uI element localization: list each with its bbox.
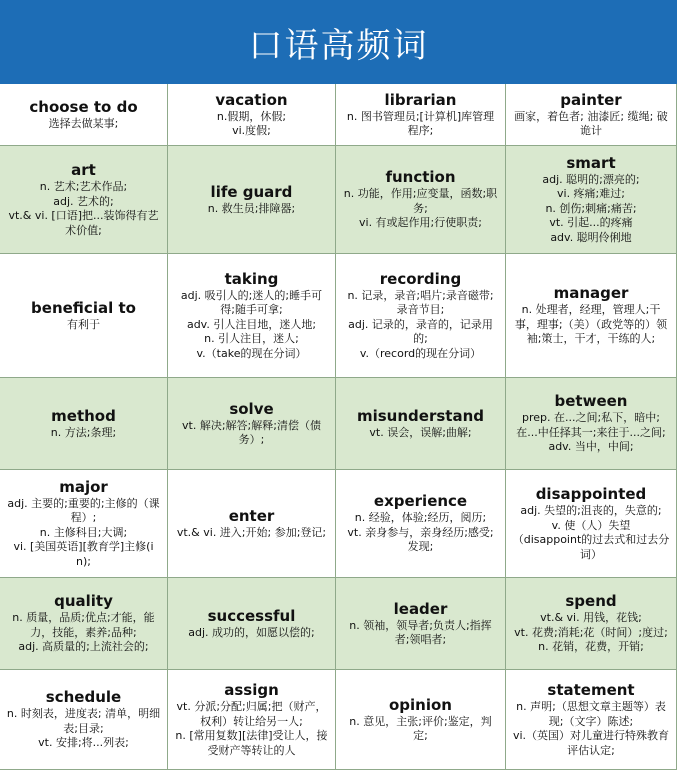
vocab-word: manager (553, 284, 629, 303)
vocab-definition: vt. 解决;解答;解释;清偿（债务）; (182, 418, 321, 446)
vocab-cell (506, 470, 677, 578)
vocab-definition: n. 功能，作用;应变量，函数;职务; vi. 有或起作用;行使职责; (343, 187, 498, 230)
vocab-word: vacation (215, 90, 288, 109)
vocab-cell (506, 378, 677, 470)
vocab-cell (168, 670, 336, 770)
vocab-definition: n. 领袖，领导者;负责人;指挥者;领唱者; (349, 618, 492, 646)
vocab-cell (168, 378, 336, 470)
vocab-definition: n. 方法;条理; (50, 425, 117, 439)
vocab-definition: vt.& vi. 进入;开始; 参加;登记; (176, 525, 327, 539)
vocab-word: schedule (45, 688, 122, 707)
vocab-word: life guard (210, 182, 293, 201)
vocab-definition: adj. 主要的;重要的;主修的（课程）; n. 主修科目;大调; vi. [美国英语][教育学]主修(in); (7, 496, 160, 568)
vocab-word: experience (373, 492, 468, 511)
vocab-cell (506, 254, 677, 378)
vocab-word: librarian (384, 90, 457, 109)
vocab-cell (0, 670, 168, 770)
vocab-cell (506, 84, 677, 146)
vocab-definition: n. 声明;（思想文章主题等）表现;（文字）陈述; vi.（英国）对儿童进行特殊教育评估认定; (512, 700, 670, 757)
vocab-cell (336, 578, 506, 670)
vocab-definition: adj. 吸引人的;迷人的;睡手可得;随手可拿; adv. 引人注目地，迷人地; n. 引人注目，迷人; v.（take的现在分词） (180, 288, 323, 360)
vocab-cell (336, 470, 506, 578)
vocab-definition: adj. 聪明的;漂亮的; vi. 疼痛;难过; n. 创伤;刺痛;痛苦; vt. 引起...的疼痛 adv. 聪明伶俐地 (542, 172, 640, 244)
vocabulary-table (0, 84, 677, 770)
vocab-word: art (71, 161, 96, 179)
vocab-word: taking (224, 269, 279, 288)
vocab-definition: n. 处理者，经理，管理人;干事，理事;（美）（政党等的）领袖;策士，干才，干练的人; (514, 303, 668, 346)
vocab-cell (506, 578, 677, 670)
vocab-word: successful (207, 606, 296, 625)
vocab-definition: vt.& vi. 用钱，花钱; vt. 花费;消耗;花（时间）;度过; n. 花销，花费，开销; (514, 611, 668, 654)
page-title: 口语高频词 (248, 25, 429, 66)
vocab-word: solve (229, 399, 274, 418)
vocab-definition: n. 质量，品质;优点;才能，能力，技能，素养;品种; adj. 高质量的;上流社会的; (12, 611, 155, 654)
vocab-definition: n. 图书管理员;[计算机]库管理程序; (346, 109, 495, 137)
vocab-definition: 有利于 (67, 317, 100, 331)
page-title-bar (0, 0, 677, 84)
vocab-definition: vt. 分派;分配;归属;把（财产，权利）转让给另一人; n. [常用复数][法律]受让人，接受财产等转让的人 (175, 700, 328, 757)
vocab-cell (0, 470, 168, 578)
vocab-word: statement (547, 681, 635, 699)
vocab-cell (168, 146, 336, 254)
vocab-definition: 画家，着色者; 油漆匠; 缆绳; 破诡计 (514, 109, 668, 137)
vocab-word: choose to do (29, 97, 138, 116)
vocab-cell (0, 254, 168, 378)
vocab-definition: n. 记录，录音;唱片;录音磁带;录音节目; adj. 记录的，录音的，记录用的; v.（record的现在分词） (347, 288, 494, 360)
vocab-definition: 选择去做某事; (48, 116, 119, 130)
vocab-word: recording (379, 269, 462, 288)
vocab-word: beneficial to (31, 298, 136, 317)
vocab-definition: n.假期，休假; vi.度假; (216, 109, 287, 137)
vocab-definition: n. 救生员;排障器; (207, 201, 296, 215)
vocab-word: enter (228, 506, 275, 525)
vocab-definition: adj. 失望的;沮丧的，失意的; v. 使（人）失望 （disappoint的过去式和过去分词） (512, 504, 670, 561)
vocab-definition: n. 经验，体验;经历，阅历; vt. 亲身参与，亲身经历;感受;发现; (347, 511, 494, 554)
vocab-cell (168, 470, 336, 578)
vocab-cell (0, 146, 168, 254)
vocab-word: leader (393, 599, 448, 618)
vocab-cell (0, 378, 168, 470)
vocab-word: smart (566, 153, 616, 172)
vocab-cell (336, 146, 506, 254)
vocab-definition: prep. 在...之间;私下，暗中;在...中任择其一;来往于...之间; adv. 当中，中间; (516, 411, 666, 454)
vocab-definition: n. 时刻表，进度表; 清单，明细表;目录; vt. 安排;将...列表; (6, 707, 161, 750)
vocab-cell (506, 146, 677, 254)
vocab-definition: n. 意见，主张;评价;鉴定，判定; (349, 714, 492, 742)
vocab-word: disappointed (535, 485, 647, 503)
vocab-definition: vt. 误会，误解;曲解; (369, 425, 472, 439)
vocab-word: spend (565, 592, 617, 611)
vocab-cell (506, 670, 677, 770)
vocab-definition: adj. 成功的，如愿以偿的; (188, 625, 315, 639)
vocab-word: function (385, 168, 456, 187)
vocab-cell (336, 254, 506, 378)
vocab-word: method (51, 406, 116, 425)
vocab-cell (168, 254, 336, 378)
vocab-cell (336, 84, 506, 146)
vocab-word: major (59, 477, 108, 496)
vocab-cell (0, 84, 168, 146)
vocab-word: opinion (389, 695, 452, 714)
vocab-word: misunderstand (356, 406, 484, 425)
vocab-definition: n. 艺术;艺术作品; adj. 艺术的; vt.& vi. [口语]把...装饰得有艺术价值; (8, 180, 159, 237)
vocab-cell (336, 378, 506, 470)
vocab-cell (336, 670, 506, 770)
vocab-cell (168, 578, 336, 670)
vocab-word: painter (560, 90, 622, 109)
vocab-cell (0, 578, 168, 670)
vocab-cell (168, 84, 336, 146)
vocab-word: between (554, 392, 628, 411)
vocab-word: assign (224, 681, 279, 699)
vocab-word: quality (54, 592, 113, 611)
